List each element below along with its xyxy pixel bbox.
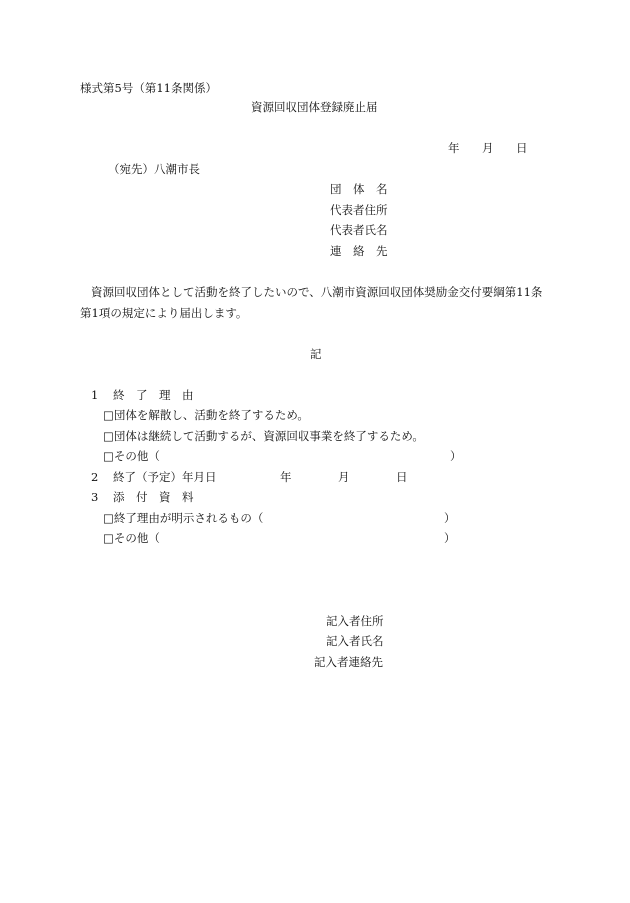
addressee: （宛先）八潮市長 [108,162,200,176]
item-2-month-label: 月 [338,470,350,484]
contact-label: 連 絡 先 [330,244,388,258]
representative-address-label: 代表者住所 [330,203,388,217]
item-1-option-other-close: ） [450,449,462,463]
item-1-option-end-business: □団体は継続して活動するが、資源回収事業を終了するため。 [103,429,424,443]
item-2-year-label: 年 [280,470,292,484]
item-2-number: 2 [91,470,99,484]
item-3-option-other-close: ） [444,531,456,545]
filer-name-label: 記入者氏名 [326,634,384,648]
item-3-option-reason-document-close: ） [444,511,456,525]
item-3-number: 3 [91,490,99,504]
item-1-number: 1 [91,388,99,402]
item-1-heading: 終 了 理 由 [113,388,194,402]
date-month-label: 月 [482,141,494,155]
body-line-2: 第1項の規定により届出します。 [80,306,248,320]
body-line-1: 資源回収団体として活動を終了したいので、八潮市資源回収団体奨励金交付要綱第11条 [91,285,543,299]
item-1-option-dissolve: □団体を解散し、活動を終了するため。 [103,408,309,422]
representative-name-label: 代表者氏名 [330,223,388,237]
item-2-heading: 終了（予定）年月日 [113,470,217,484]
item-3-heading: 添 付 資 料 [113,490,194,504]
document-title: 資源回収団体登録廃止届 [251,100,378,114]
form-number: 様式第5号（第11条関係） [80,81,217,95]
date-day-label: 日 [516,141,528,155]
item-3-option-other: □その他（ [103,531,160,545]
group-name-label: 団 体 名 [330,182,388,196]
item-1-option-other: □その他（ [103,449,160,463]
ki-heading: 記 [310,347,322,361]
item-3-option-reason-document: □終了理由が明示されるもの（ [103,511,264,525]
filer-address-label: 記入者住所 [326,614,384,628]
filer-contact-label: 記入者連絡先 [314,655,383,669]
item-2-day-label: 日 [396,470,408,484]
date-year-label: 年 [448,141,460,155]
